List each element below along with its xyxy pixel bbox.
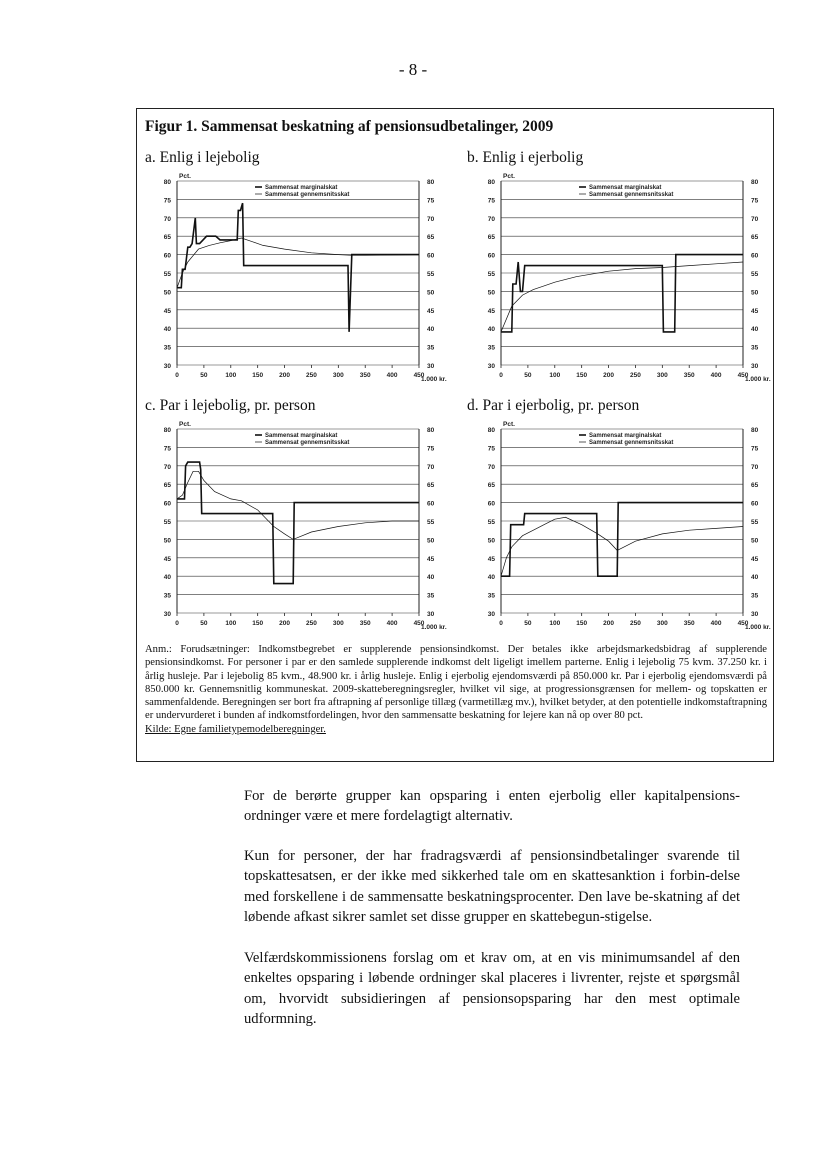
y-tick-label-right: 55 xyxy=(427,519,435,526)
y-tick-label: 30 xyxy=(487,363,495,370)
y-tick-label: 70 xyxy=(487,463,495,471)
y-tick-label: 80 xyxy=(163,427,171,434)
y-tick-label-right: 50 xyxy=(427,289,435,297)
y-tick-label-right: 70 xyxy=(751,463,759,471)
x-tick-label: 250 xyxy=(630,372,641,379)
figure-box xyxy=(136,108,774,762)
y-tick-label-right: 80 xyxy=(751,427,759,434)
y-tick-label: 45 xyxy=(487,307,495,315)
y-tick-label: 65 xyxy=(163,482,171,490)
y-tick-label: 70 xyxy=(487,215,495,223)
y-tick-label: 70 xyxy=(163,463,171,471)
y-tick-label: 80 xyxy=(163,179,171,186)
y-tick-label: 65 xyxy=(163,234,171,242)
y-tick-label: 40 xyxy=(487,326,495,334)
x-tick-label: 350 xyxy=(683,620,695,627)
y-tick-label-right: 70 xyxy=(427,215,435,223)
chart-a xyxy=(137,169,447,391)
y-tick-label: 80 xyxy=(487,179,495,186)
x-tick-label: 450 xyxy=(737,620,749,627)
y-tick-label: 75 xyxy=(487,197,495,205)
y-tick-label: 75 xyxy=(163,445,171,453)
x-tick-label: 200 xyxy=(279,620,290,627)
y-tick-label-right: 80 xyxy=(427,179,435,186)
y-tick-label: 50 xyxy=(487,537,495,545)
y-tick-label-right: 75 xyxy=(427,197,435,205)
x-tick-label: 150 xyxy=(252,372,264,379)
y-tick-label: 50 xyxy=(163,537,171,545)
legend-label: Sammensat gennemsnitsskat xyxy=(589,440,674,446)
y-tick-label-right: 40 xyxy=(427,574,435,582)
y-tick-label: 45 xyxy=(487,555,495,563)
y-tick-label-right: 50 xyxy=(751,537,759,545)
x-unit-label: 1.000 kr. xyxy=(745,376,771,383)
y-tick-label-right: 45 xyxy=(427,307,435,315)
y-tick-label-right: 45 xyxy=(427,555,435,563)
paragraph-2: Kun for personer, der har fradragsværdi af pensionsindbetalinger svarende til topskattesatsen, er der ikke med sikkerhed tale om en skattesanktion i forbin-delse med forskellene i de sammensatte beskatningsprocenter. Den lave be-skatning af det løbende afkast sikrer samlet set disse grupper en skattebegun-stigelse. xyxy=(244,848,740,926)
y-tick-label: 60 xyxy=(487,252,495,260)
y-tick-label-right: 45 xyxy=(751,555,759,563)
legend-label: Sammensat marginalskat xyxy=(265,433,338,439)
x-tick-label: 400 xyxy=(710,620,722,627)
y-tick-label-right: 75 xyxy=(427,445,435,453)
y-tick-label: 45 xyxy=(163,307,171,315)
y-tick-label-right: 40 xyxy=(751,326,759,334)
x-tick-label: 0 xyxy=(175,620,179,627)
series-marginalskat-line xyxy=(177,462,419,583)
paragraph-1: For de berørte grupper kan opsparing i enten ejerbolig eller kapitalpensions-ordninger være et mere fordelagtigt alternativ. xyxy=(244,788,740,825)
series-gennemsnitsskat-line xyxy=(501,262,743,332)
x-tick-label: 100 xyxy=(549,372,561,379)
x-tick-label: 300 xyxy=(656,372,668,379)
y-tick-label: 50 xyxy=(487,289,495,297)
y-axis-label: Pct. xyxy=(503,173,515,180)
y-tick-label-right: 60 xyxy=(427,252,435,260)
y-tick-label-right: 75 xyxy=(751,445,759,453)
legend-label: Sammensat marginalskat xyxy=(589,433,662,439)
y-tick-label: 55 xyxy=(487,271,495,278)
panel-title-c: c. Par i lejebolig, pr. person xyxy=(145,397,316,414)
y-tick-label-right: 50 xyxy=(751,289,759,297)
y-tick-label: 60 xyxy=(163,252,171,260)
y-tick-label: 55 xyxy=(163,271,171,278)
x-tick-label: 250 xyxy=(306,372,317,379)
y-tick-label-right: 65 xyxy=(427,234,435,242)
y-tick-label-right: 60 xyxy=(751,252,759,260)
y-tick-label-right: 80 xyxy=(427,427,435,434)
y-tick-label-right: 45 xyxy=(751,307,759,315)
y-tick-label: 50 xyxy=(163,289,171,297)
x-tick-label: 50 xyxy=(524,372,532,379)
y-tick-label-right: 35 xyxy=(751,344,759,352)
y-tick-label-right: 30 xyxy=(427,363,435,370)
panel-title-a: a. Enlig i lejebolig xyxy=(145,149,260,166)
x-tick-label: 450 xyxy=(413,372,425,379)
y-tick-label: 35 xyxy=(163,592,171,600)
y-tick-label-right: 30 xyxy=(751,363,759,370)
y-tick-label: 35 xyxy=(487,344,495,352)
y-tick-label: 65 xyxy=(487,482,495,490)
y-tick-label-right: 65 xyxy=(751,234,759,242)
x-tick-label: 300 xyxy=(332,620,344,627)
x-tick-label: 250 xyxy=(306,620,317,627)
y-tick-label-right: 55 xyxy=(751,519,759,526)
y-tick-label: 55 xyxy=(163,519,171,526)
x-tick-label: 50 xyxy=(524,620,532,627)
x-tick-label: 400 xyxy=(386,372,398,379)
y-tick-label-right: 50 xyxy=(427,537,435,545)
x-tick-label: 200 xyxy=(603,372,614,379)
paragraph-3: Velfærdskommissionens forslag om et krav om, at en vis minimumsandel af den enkeltes opsparing i løbende ordninger skal placeres i livrenter, rejste et spørgsmål om, hvorvidt subsidieringen af pensionsopsparing har den mest optimale udformning. xyxy=(244,950,740,1028)
y-tick-label: 30 xyxy=(163,611,171,618)
y-tick-label: 40 xyxy=(487,574,495,582)
y-tick-label-right: 70 xyxy=(751,215,759,223)
x-tick-label: 150 xyxy=(576,372,588,379)
y-tick-label: 30 xyxy=(487,611,495,618)
x-tick-label: 450 xyxy=(413,620,425,627)
series-marginalskat-line xyxy=(177,203,419,332)
y-tick-label-right: 60 xyxy=(751,500,759,508)
x-unit-label: 1.000 kr. xyxy=(745,624,771,631)
x-tick-label: 400 xyxy=(710,372,722,379)
x-tick-label: 450 xyxy=(737,372,749,379)
chart-d xyxy=(461,417,771,639)
y-tick-label-right: 70 xyxy=(427,463,435,471)
panel-title-d: d. Par i ejerbolig, pr. person xyxy=(467,397,640,414)
y-tick-label: 40 xyxy=(163,326,171,334)
x-tick-label: 100 xyxy=(225,372,237,379)
y-tick-label-right: 40 xyxy=(427,326,435,334)
x-tick-label: 400 xyxy=(386,620,398,627)
y-tick-label: 65 xyxy=(487,234,495,242)
x-tick-label: 150 xyxy=(576,620,588,627)
y-tick-label-right: 35 xyxy=(427,592,435,600)
x-tick-label: 350 xyxy=(683,372,695,379)
y-tick-label-right: 80 xyxy=(751,179,759,186)
y-tick-label: 40 xyxy=(163,574,171,582)
y-tick-label-right: 35 xyxy=(427,344,435,352)
y-axis-label: Pct. xyxy=(179,173,191,180)
y-tick-label: 70 xyxy=(163,215,171,223)
x-tick-label: 100 xyxy=(225,620,237,627)
x-tick-label: 0 xyxy=(175,372,179,379)
chart-b xyxy=(461,169,771,391)
x-tick-label: 50 xyxy=(200,372,208,379)
y-tick-label-right: 55 xyxy=(751,271,759,278)
series-gennemsnitsskat-line xyxy=(501,517,743,576)
x-tick-label: 200 xyxy=(279,372,290,379)
page-number: - 8 - xyxy=(398,60,428,79)
x-tick-label: 300 xyxy=(656,620,668,627)
legend-label: Sammensat marginalskat xyxy=(265,185,338,191)
x-unit-label: 1.000 kr. xyxy=(421,624,447,631)
chart-d-svg xyxy=(461,417,771,639)
y-tick-label-right: 60 xyxy=(427,500,435,508)
chart-c-svg xyxy=(137,417,447,639)
y-tick-label-right: 75 xyxy=(751,197,759,205)
y-tick-label-right: 30 xyxy=(427,611,435,618)
legend-label: Sammensat gennemsnitsskat xyxy=(265,440,350,446)
y-tick-label: 75 xyxy=(163,197,171,205)
figure-title: Figur 1. Sammensat beskatning af pensionsudbetalinger, 2009 xyxy=(145,118,554,135)
legend-label: Sammensat gennemsnitsskat xyxy=(589,192,674,198)
y-axis-label: Pct. xyxy=(503,421,515,428)
x-tick-label: 0 xyxy=(499,372,503,379)
y-tick-label: 35 xyxy=(487,592,495,600)
y-tick-label-right: 35 xyxy=(751,592,759,600)
y-tick-label-right: 65 xyxy=(751,482,759,490)
x-tick-label: 150 xyxy=(252,620,264,627)
y-tick-label: 30 xyxy=(163,363,171,370)
chart-c xyxy=(137,417,447,639)
y-tick-label: 75 xyxy=(487,445,495,453)
y-tick-label-right: 55 xyxy=(427,271,435,278)
series-gennemsnitsskat-line xyxy=(177,238,419,288)
y-tick-label: 60 xyxy=(163,500,171,508)
x-tick-label: 100 xyxy=(549,620,561,627)
y-tick-label: 80 xyxy=(487,427,495,434)
note-text: Anm.: Forudsætninger: Indkomstbegrebet er supplerende pensionsindkomst. Der betales ikke arbejdsmarkedsbidrag af supplerende pensionsindkomst. For personer i par er den samlede supplerende indkomst delt ligeligt imellem parterne. Enlig i lejebolig 75 kvm. 37.250 kr. i årlig husleje. Par i lejebolig 85 kvm., 48.900 kr. i årlig husleje. Enlig i ejerbolig ejendomsværdi på 850.000 kr. Par i ejerbolig ejendomsværdi på 850.000 kr. Gennemsnitlig kommuneskat. 2009-skatteberegningsregler, hvilket vil sige, at progressionsgrænsen for mellem- og topskatten er sammenfaldende. Beregningen ser bort fra aftrapning af personlige tillæg (varmetillæg mv.), hvilket betyder, at den potentielle indkomstaftrapning er undervurderet i bunden af indkomstfordelingen, hvor den sammensatte beskatning for lejere kan nå op over 80 pct. xyxy=(145,644,767,722)
y-tick-label: 45 xyxy=(163,555,171,563)
y-tick-label-right: 65 xyxy=(427,482,435,490)
x-tick-label: 50 xyxy=(200,620,208,627)
chart-b-svg xyxy=(461,169,771,391)
panel-title-b: b. Enlig i ejerbolig xyxy=(467,149,584,166)
chart-a-svg xyxy=(137,169,447,391)
y-tick-label-right: 30 xyxy=(751,611,759,618)
y-tick-label: 60 xyxy=(487,500,495,508)
series-gennemsnitsskat-line xyxy=(177,471,419,539)
y-tick-label-right: 40 xyxy=(751,574,759,582)
x-unit-label: 1.000 kr. xyxy=(421,376,447,383)
x-tick-label: 300 xyxy=(332,372,344,379)
x-tick-label: 250 xyxy=(630,620,641,627)
y-tick-label: 35 xyxy=(163,344,171,352)
figure-note xyxy=(145,643,767,736)
legend-label: Sammensat marginalskat xyxy=(589,185,662,191)
y-axis-label: Pct. xyxy=(179,421,191,428)
x-tick-label: 350 xyxy=(359,620,371,627)
x-tick-label: 200 xyxy=(603,620,614,627)
note-source: Kilde: Egne familietypemodelberegninger. xyxy=(145,723,326,735)
x-tick-label: 0 xyxy=(499,620,503,627)
x-tick-label: 350 xyxy=(359,372,371,379)
legend-label: Sammensat gennemsnitsskat xyxy=(265,192,350,198)
series-marginalskat-line xyxy=(501,255,743,332)
y-tick-label: 55 xyxy=(487,519,495,526)
